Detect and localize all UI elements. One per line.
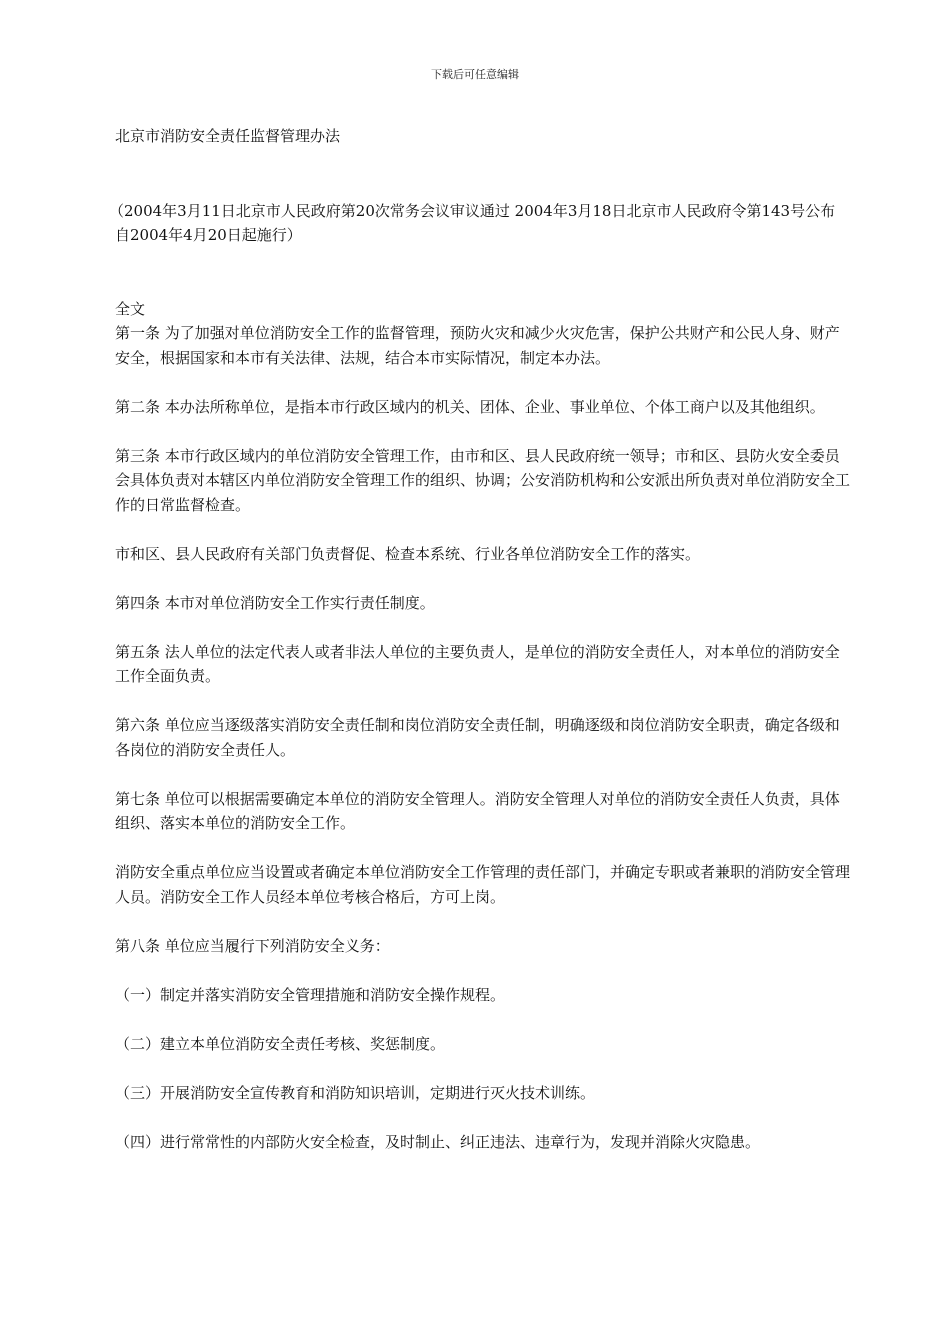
article-8: 第八条 单位应当履行下列消防安全义务：	[115, 936, 390, 955]
article-5: 第五条 法人单位的法定代表人或者非法人单位的主要负责人，是单位的消防安全责任人，对本单位的消防安全工作全面负责。	[115, 642, 840, 685]
article-8-item-2: （二）建立本单位消防安全责任考核、奖惩制度。	[115, 1034, 446, 1053]
article-1: 第一条 为了加强对单位消防安全工作的监督管理，预防火灾和减少火灾危害，保护公共财产和公民人身、财产安全，根据国家和本市有关法律、法规，结合本市实际情况，制定本办法。	[115, 324, 840, 367]
article-4: 第四条 本市对单位消防安全工作实行责任制度。	[115, 593, 435, 612]
article-3-clause: 市和区、县人民政府有关部门负责督促、检查本系统、行业各单位消防安全工作的落实。	[115, 544, 701, 563]
document-meta: （2004年3月11日北京市人民政府第20次常务会议审议通过 2004年3月18日北京市人民政府令第143号公布 自2004年4月20日起施行）	[109, 201, 836, 244]
article-2: 第二条 本办法所称单位，是指本市行政区域内的机关、团体、企业、事业单位、个体工商户以及其他组织。	[115, 397, 825, 416]
document-title: 北京市消防安全责任监督管理办法	[115, 127, 341, 145]
page-header: 下载后可任意编辑	[431, 68, 519, 81]
article-7: 第七条 单位可以根据需要确定本单位的消防安全管理人。消防安全管理人对单位的消防安全责任人负责，具体组织、落实本单位的消防安全工作。	[115, 789, 840, 832]
article-6: 第六条 单位应当逐级落实消防安全责任制和岗位消防安全责任制，明确逐级和岗位消防安全职责，确定各级和各岗位的消防安全责任人。	[115, 716, 840, 759]
document-body	[109, 124, 851, 1179]
fulltext-label: 全文	[115, 299, 146, 318]
article-8-item-4: （四）进行常常性的内部防火安全检查，及时制止、纠正违法、违章行为，发现并消除火灾隐患。	[115, 1132, 761, 1151]
article-3: 第三条 本市行政区域内的单位消防安全管理工作，由市和区、县人民政府统一领导；市和区、县防火安全委员会具体负责对本辖区内单位消防安全管理工作的组织、协调；公安消防机构和公安派出所负责对单位消防安全工作的日常监督检查。	[115, 446, 851, 514]
article-8-item-1: （一）制定并落实消防安全管理措施和消防安全操作规程。	[115, 985, 506, 1004]
article-8-item-3: （三）开展消防安全宣传教育和消防知识培训，定期进行灭火技术训练。	[115, 1083, 596, 1102]
article-7-clause: 消防安全重点单位应当设置或者确定本单位消防安全工作管理的责任部门，并确定专职或者兼职的消防安全管理人员。消防安全工作人员经本单位考核合格后，方可上岗。	[115, 863, 851, 906]
